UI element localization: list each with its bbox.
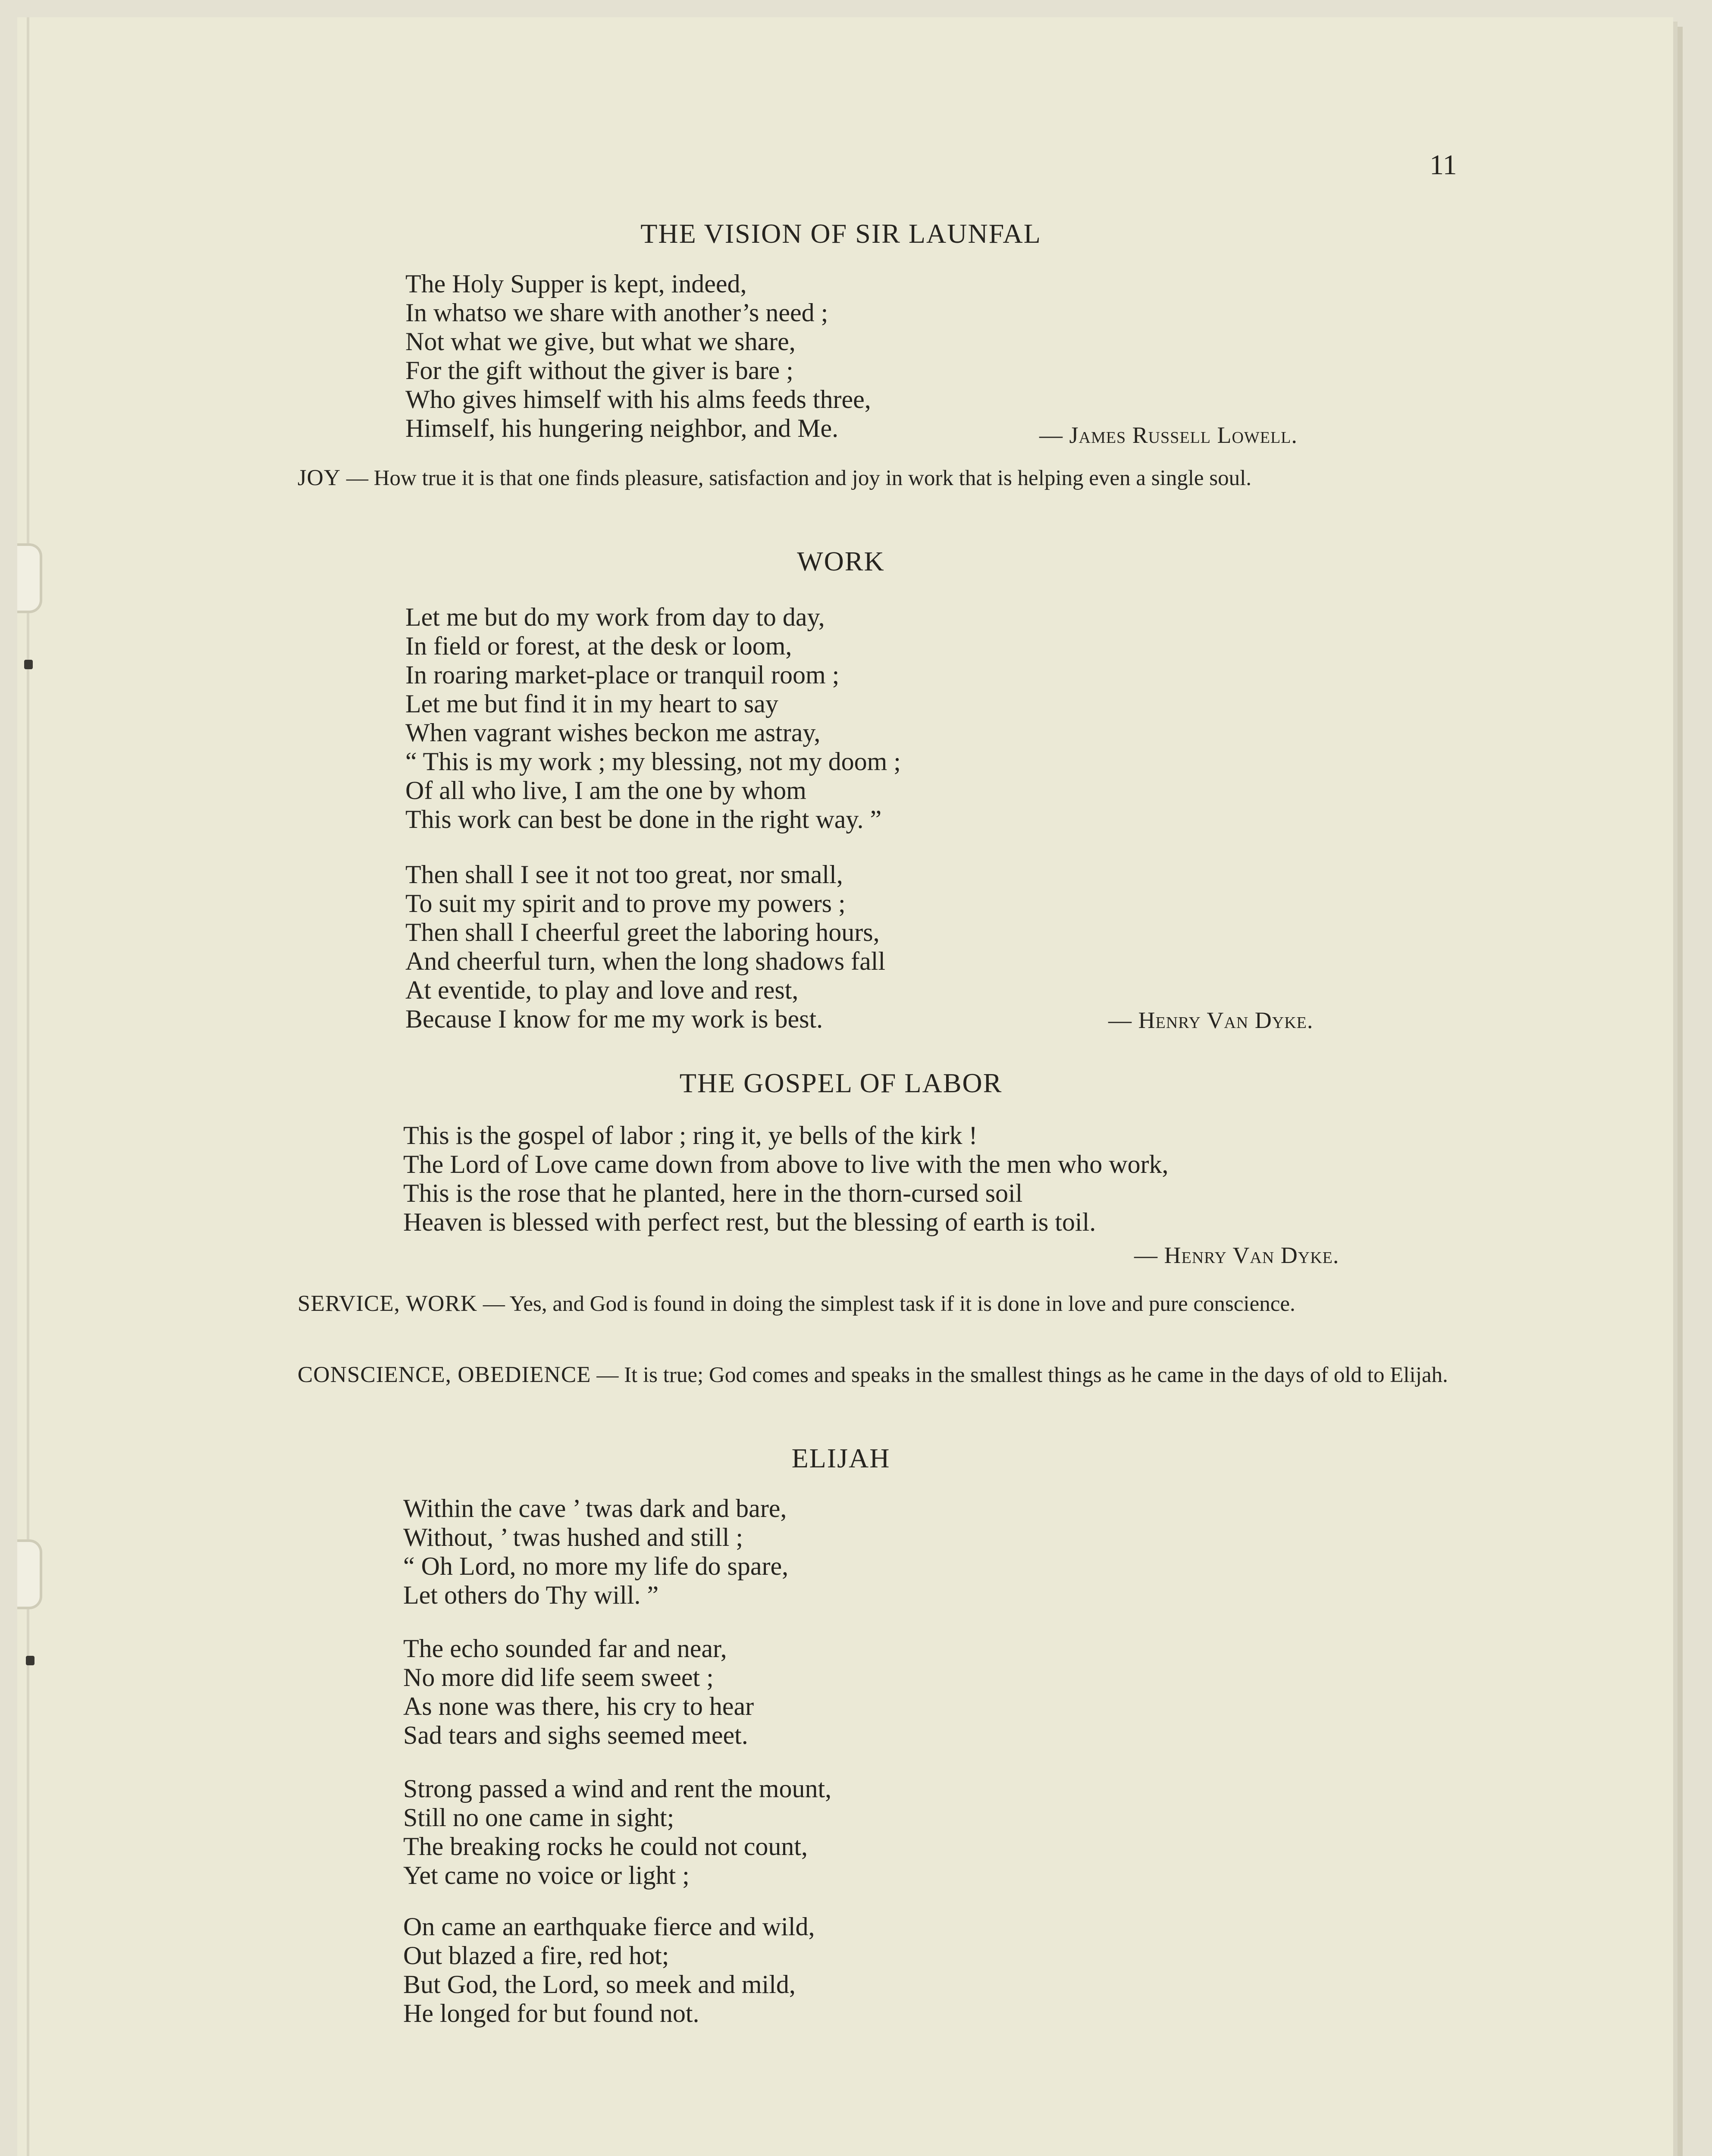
poem-elijah-stanza-2 [403, 1634, 754, 1750]
poem-line: To suit my spirit and to prove my powers ; [405, 889, 846, 918]
poem-line: Heaven is blessed with perfect rest, but the blessing of earth is toil. [403, 1208, 1096, 1236]
poem-line: At eventide, to play and love and rest, [405, 976, 799, 1004]
poem-line: The breaking rocks he could not count, [403, 1832, 808, 1861]
poem-line: Not what we give, but what we share, [405, 327, 796, 356]
poem-line: And cheerful turn, when the long shadows fall [405, 947, 886, 975]
poem-elijah-stanza-1 [403, 1494, 788, 1610]
prose-keyword: JOY [298, 465, 341, 490]
poem-line: Out blazed a fire, red hot; [403, 1941, 669, 1970]
poem-line: Let me but do my work from day to day, [405, 603, 825, 631]
binding-edge [27, 17, 29, 2156]
page-number: 11 [1430, 149, 1457, 181]
prose-keyword: CONSCIENCE, OBEDIENCE [298, 1362, 591, 1387]
poem-line: “ This is my work ; my blessing, not my doom ; [405, 747, 901, 776]
poem-line: The Lord of Love came down from above to live with the men who work, [403, 1150, 1169, 1178]
poem-line: As none was there, his cry to hear [403, 1692, 754, 1720]
poem-line: In whatso we share with another’s need ; [405, 298, 828, 327]
poem-line: Yet came no voice or light ; [403, 1861, 690, 1890]
poem-title-work: WORK [797, 546, 885, 577]
poem-line: Let me but find it in my heart to say [405, 689, 778, 718]
poem-line: Who gives himself with his alms feeds three, [405, 385, 871, 414]
binding-stitch [17, 543, 42, 613]
prose-text: — Yes, and God is found in doing the simplest task if it is done in love and pure conscience. [477, 1292, 1295, 1316]
poem-line: This work can best be done in the right way. ” [405, 805, 882, 834]
poem-line: The echo sounded far and near, [403, 1634, 727, 1663]
poem-line: “ Oh Lord, no more my life do spare, [403, 1552, 789, 1580]
poem-line: Of all who live, I am the one by whom [405, 776, 806, 805]
poem-line: In field or forest, at the desk or loom, [405, 632, 792, 660]
poem-line: Because I know for me my work is best. [405, 1005, 823, 1033]
poem-elijah-stanza-3 [403, 1774, 831, 1890]
prose-service [229, 1289, 1458, 1318]
staple-mark [26, 1656, 34, 1665]
poem-line: For the gift without the giver is bare ; [405, 356, 793, 385]
poem-gospel [403, 1121, 1169, 1237]
prose-text: — How true it is that one finds pleasure, satisfaction and joy in work that is helping even a single soul. [341, 466, 1252, 490]
prose-joy [229, 464, 1458, 492]
poem-title-gospel: THE GOSPEL OF LABOR [679, 1068, 1003, 1098]
poem-line: He longed for but found not. [403, 1999, 699, 2028]
author-attribution: — James Russell Lowell. [1039, 422, 1298, 448]
prose-text: — It is true; God comes and speaks in the smallest things as he came in the days of old to Elijah. [591, 1363, 1448, 1387]
poem-line: This is the gospel of labor ; ring it, ye bells of the kirk ! [403, 1121, 978, 1150]
author-attribution: — Henry Van Dyke. [1134, 1242, 1339, 1268]
poem-launfal [405, 270, 871, 443]
poem-line: The Holy Supper is kept, indeed, [405, 270, 747, 298]
poem-line: Then shall I cheerful greet the laboring hours, [405, 918, 880, 946]
poem-line: Himself, his hungering neighbor, and Me. [405, 414, 839, 442]
poem-line: Sad tears and sighs seemed meet. [403, 1721, 748, 1749]
poem-work-stanza-2 [405, 860, 885, 1034]
poem-line: Without, ’ twas hushed and still ; [403, 1523, 743, 1551]
poem-line: On came an earthquake fierce and wild, [403, 1912, 815, 1941]
poem-elijah-stanza-4 [403, 1912, 815, 2028]
poem-line: In roaring market-place or tranquil room ; [405, 661, 840, 689]
prose-keyword: SERVICE, WORK [298, 1291, 478, 1316]
prose-conscience [229, 1360, 1458, 1389]
author-attribution: — Henry Van Dyke. [1108, 1007, 1314, 1033]
poem-line: When vagrant wishes beckon me astray, [405, 718, 821, 747]
poem-work-stanza-1 [405, 603, 901, 834]
poem-line: Within the cave ’ twas dark and bare, [403, 1494, 787, 1523]
poem-line: Strong passed a wind and rent the mount, [403, 1774, 832, 1803]
poem-line: Then shall I see it not too great, nor small, [405, 860, 843, 889]
binding-stitch [17, 1539, 42, 1609]
poem-line: Still no one came in sight; [403, 1803, 674, 1832]
poem-title-launfal: THE VISION OF SIR LAUNFAL [640, 218, 1041, 249]
poem-line: This is the rose that he planted, here in the thorn-cursed soil [403, 1179, 1023, 1207]
poem-title-elijah: ELIJAH [791, 1443, 890, 1473]
poem-line: No more did life seem sweet ; [403, 1663, 714, 1692]
poem-line: Let others do Thy will. ” [403, 1581, 659, 1609]
staple-mark [24, 660, 33, 669]
poem-line: But God, the Lord, so meek and mild, [403, 1970, 796, 1999]
